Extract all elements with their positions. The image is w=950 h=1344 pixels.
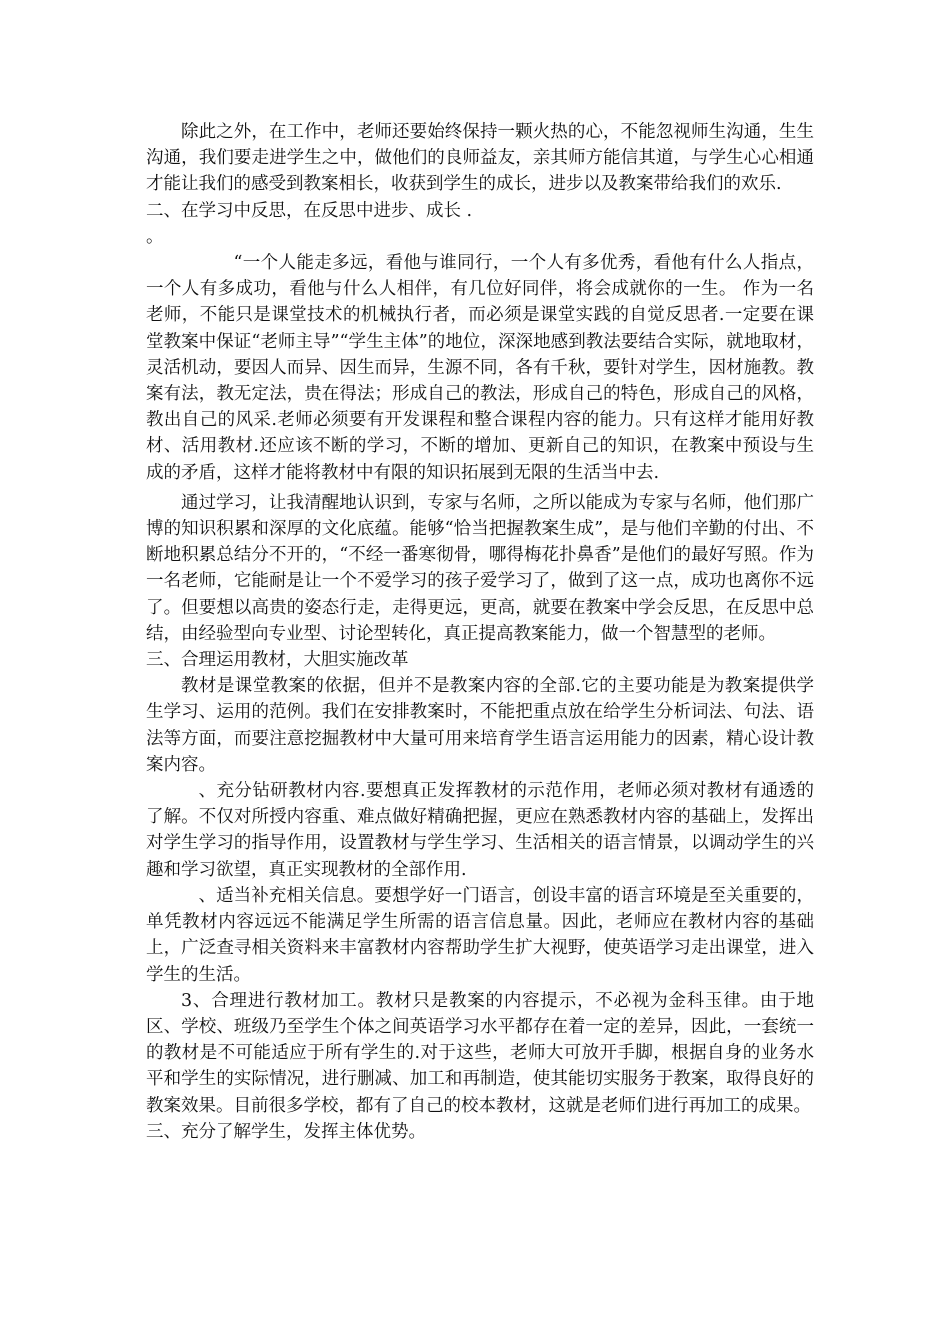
paragraph-textbook-processing: 3、合理进行教材加工。教材只是教案的内容提示，不必视为金科玉律。由于地区、学校、班级乃至学生个体之间英语学习水平都存在着一定的差异，因此，一套统一的教材是不可能适应于所有学生的.对于这些，老师大可放开手脚，根据自身的业务水平和学生的实际情况，进行删减、加工和再制造，使其能切实服务于教案，取得良好的教案效果。目前很多学校，都有了自己的校本教材，这就是老师们进行再加工的成果。 [146, 990, 814, 1116]
stray-punctuation: 。 [146, 226, 164, 247]
section-heading-textbook: 三、合理运用教材，大胆实施改革 [146, 650, 409, 671]
paragraph-textbook-basis: 教材是课堂教案的依据，但并不是教案内容的全部.它的主要功能是为教案提供学生学习、运用的范例。我们在安排教案时，不能把重点放在给学生分析词法、句法、语法等方面，而要注意挖掘教材中大量可用来培育学生语言运用能力的因素，精心设计教案内容。 [146, 676, 814, 775]
section-heading-students: 三、充分了解学生，发挥主体优势。 [146, 1121, 426, 1142]
paragraph-supplement-info: 、适当补充相关信息。要想学好一门语言，创设丰富的语言环境是至关重要的，单凭教材内容远远不能满足学生所需的语言信息量。因此，老师应在教材内容的基础上，广泛查寻相关资料来丰富教材内容帮助学生扩大视野，使英语学习走出课堂，进入学生的生活。 [146, 885, 814, 985]
paragraph-learning-insight: 通过学习，让我清醒地认识到，专家与名师，之所以能成为专家与名师，他们那广博的知识积累和深厚的文化底蕴。能够“恰当把握教案生成”，是与他们辛勤的付出、不断地积累总结分不开的，“不经一番寒彻骨，哪得梅花扑鼻香”是他们的最好写照。作为一名老师，它能耐是让一个不爱学习的孩子爱学习了，做到了这一点，成功也离你不远了。但要想以高贵的姿态行走，走得更远，更高，就要在教案中学会反思，在反思中总结，由经验型向专业型、讨论型转化，真正提高教案能力，做一个智慧型的老师。 [146, 492, 814, 644]
section-heading-reflection: 二、在学习中反思，在反思中进步、成长 . [146, 200, 473, 221]
paragraph-study-textbook: 、充分钻研教材内容.要想真正发挥教材的示范作用，老师必须对教材有通透的了解。不仅对所授内容重、难点做好精确把握，更应在熟悉教材内容的基础上，发挥出对学生学习的指导作用，设置教材与学生学习、生活相关的语言情景，以调动学生的兴趣和学习欲望，真正实现教材的全部作用. [146, 781, 814, 880]
paragraph-quote-teacher-role: “一个人能走多远，看他与谁同行，一个人有多优秀，看他有什么人指点，一个人有多成功，看他与什么人相伴，有几位好同伴，将会成就你的一生。 作为一名老师，不能只是课堂技术的机械执行者，而必须是课堂实践的自觉反思者.一定要在课堂教案中保证“老师主导”“学生主体”的地位，深深地感到教法要结合实际，就地取材，灵活机动，要因人而异、因生而异，生源不同，各有千秋，要针对学生，因材施教。教案有法，教无定法，贵在得法；形成自己的教法，形成自己的特色，形成自己的风格，教出自己的风采.老师必须要有开发课程和整合课程内容的能力。只有这样才能用好教材、活用教材.还应该不断的学习，不断的增加、更新自己的知识，在教案中预设与生成的矛盾，这样才能将教材中有限的知识拓展到无限的生活当中去. [146, 253, 814, 483]
paragraph-communication: 除此之外，在工作中，老师还要始终保持一颗火热的心，不能忽视师生沟通，生生沟通，我们要走进学生之中，做他们的良师益友，亲其师方能信其道，与学生心心相通才能让我们的感受到教案相长，收获到学生的成长，进步以及教案带给我们的欢乐. [146, 122, 814, 195]
document-body [146, 119, 814, 1145]
